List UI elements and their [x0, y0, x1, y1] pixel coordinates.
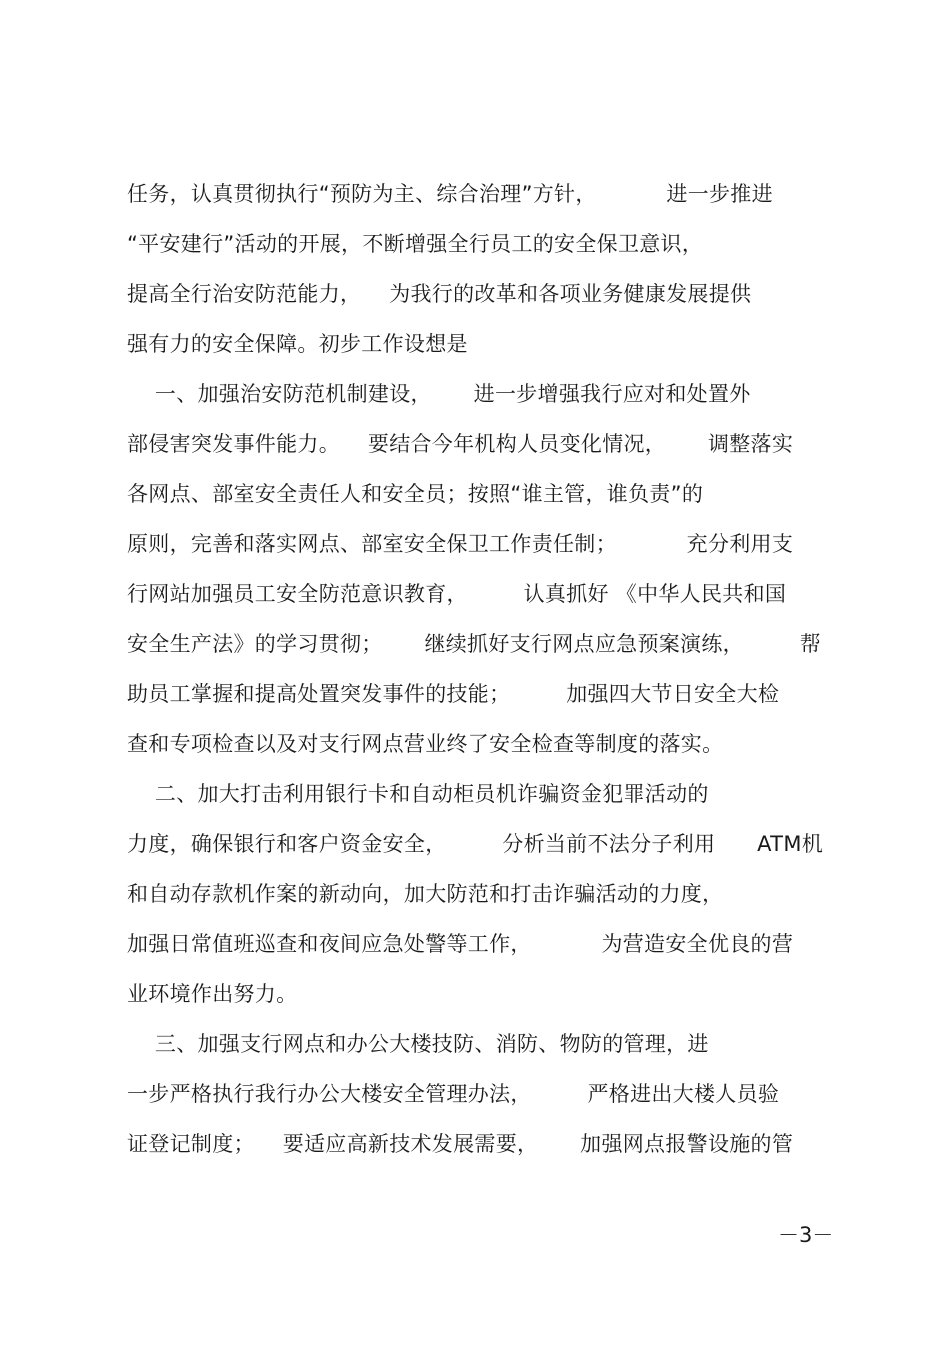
text-line: 二、加大打击利用银行卡和自动柜员机诈骗资金犯罪活动的	[127, 782, 709, 806]
text-line: 和自动存款机作案的新动向，加大防范和打击诈骗活动的力度，	[127, 882, 724, 906]
text-line: 任务，认真贯彻执行“预防为主、综合治理”方针， 进一步推进	[127, 182, 773, 206]
text-line: 一步严格执行我行办公大楼安全管理办法， 严格进出大楼人员验	[127, 1082, 780, 1106]
text-line: 查和专项检查以及对支行网点营业终了安全检查等制度的落实。	[127, 732, 724, 756]
text-line: 证登记制度； 要适应高新技术发展需要， 加强网点报警设施的管	[127, 1132, 794, 1156]
text-line: 助员工掌握和提高处置突发事件的技能； 加强四大节日安全大检	[127, 682, 780, 706]
text-line: 力度，确保银行和客户资金安全， 分析当前不法分子利用 ATM机	[127, 832, 824, 856]
text-line: 各网点、部室安全责任人和安全员；按照“谁主管，谁负责”的	[127, 482, 704, 506]
page-number: －3－	[778, 1223, 834, 1247]
text-line: 原则，完善和落实网点、部室安全保卫工作责任制； 充分利用支	[127, 532, 794, 556]
text-line: 提高全行治安防范能力， 为我行的改革和各项业务健康发展提供	[127, 282, 752, 306]
text-line: 一、加强治安防范机制建设， 进一步增强我行应对和处置外	[127, 382, 751, 406]
text-line: 部侵害突发事件能力。 要结合今年机构人员变化情况， 调整落实	[127, 432, 794, 456]
text-line: 强有力的安全保障。初步工作设想是	[127, 332, 468, 356]
text-line: 行网站加强员工安全防范意识教育， 认真抓好 《中华人民共和国	[127, 582, 787, 606]
text-line: 加强日常值班巡查和夜间应急处警等工作， 为营造安全优良的营	[127, 932, 794, 956]
text-line: 安全生产法》的学习贯彻； 继续抓好支行网点应急预案演练， 帮	[127, 632, 822, 656]
text-line: “平安建行”活动的开展，不断增强全行员工的安全保卫意识，	[127, 232, 704, 256]
text-line: 业环境作出努力。	[127, 982, 298, 1006]
text-line: 三、加强支行网点和办公大楼技防、消防、物防的管理，进	[127, 1032, 709, 1056]
